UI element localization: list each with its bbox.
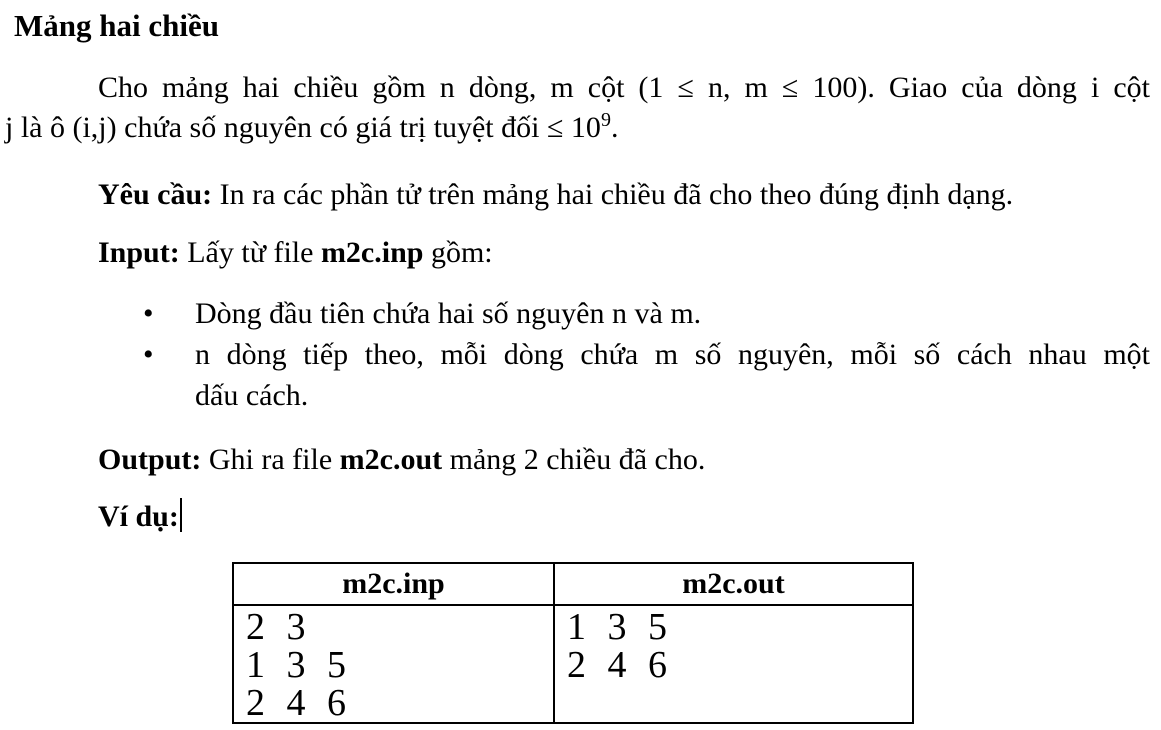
input-file-cell — [233, 605, 554, 723]
requirement-text: In ra các phần tử trên mảng hai chiều đã cho theo đúng định dạng. — [212, 178, 1014, 211]
bullet-icon: • — [143, 297, 154, 330]
bullet-icon: • — [143, 338, 154, 371]
bullet-item-1-text: Dòng đầu tiên chứa hai số nguyên n và m. — [195, 297, 702, 330]
output-text-before: Ghi ra file — [201, 443, 340, 476]
input-text-after: gồm: — [423, 236, 493, 269]
output-file-name: m2c.out — [339, 443, 443, 476]
exponent-superscript: 9 — [600, 109, 611, 131]
intro-line-2-text: j là ô (i,j) chứa số nguyên có giá trị tuyệt đối ≤ 10 — [5, 111, 601, 144]
intro-line-1: Cho mảng hai chiều gồm n dòng, m cột (1 ≤ n, m ≤ 100). Giao của dòng i cột — [98, 71, 1150, 104]
input-line: 2 3 — [246, 606, 306, 648]
intro-line-2 — [5, 111, 618, 144]
example-table — [232, 562, 914, 724]
output-label: Output: — [98, 443, 202, 476]
input-line: 2 4 6 — [246, 682, 346, 724]
intro-paragraph — [5, 68, 1150, 148]
list-item — [5, 334, 1150, 416]
input-label: Input: — [98, 236, 180, 269]
bullet-item-2-line-2: dấu cách. — [195, 379, 309, 412]
intro-line-2-end: . — [610, 111, 619, 144]
list-item — [5, 293, 1150, 334]
table-header-output-file: m2c.out — [554, 563, 913, 605]
input-bullet-list — [5, 293, 1150, 416]
example-label: Ví dụ: — [98, 500, 179, 533]
requirement-label: Yêu cầu: — [98, 178, 213, 211]
example-paragraph — [5, 497, 1150, 537]
input-line: 1 3 5 — [246, 644, 346, 686]
page-title: Mảng hai chiều — [14, 8, 219, 43]
text-cursor — [180, 498, 182, 532]
bullet-item-2-text — [195, 334, 1150, 416]
input-text-before: Lấy từ file — [179, 236, 321, 269]
input-file-name: m2c.inp — [320, 236, 424, 269]
input-paragraph — [5, 233, 1150, 273]
requirement-paragraph — [5, 175, 1150, 215]
output-text-after: mảng 2 chiều đã cho. — [442, 443, 706, 476]
table-header-row — [233, 563, 913, 605]
bullet-item-2-line-1: n dòng tiếp theo, mỗi dòng chứa m số nguyên, mỗi số cách nhau một — [195, 338, 1150, 371]
output-paragraph — [5, 440, 1150, 480]
table-body-row — [233, 605, 913, 723]
output-line: 2 4 6 — [567, 644, 667, 686]
output-line: 1 3 5 — [567, 606, 667, 648]
output-file-cell — [554, 605, 913, 723]
table-header-input-file: m2c.inp — [233, 563, 554, 605]
